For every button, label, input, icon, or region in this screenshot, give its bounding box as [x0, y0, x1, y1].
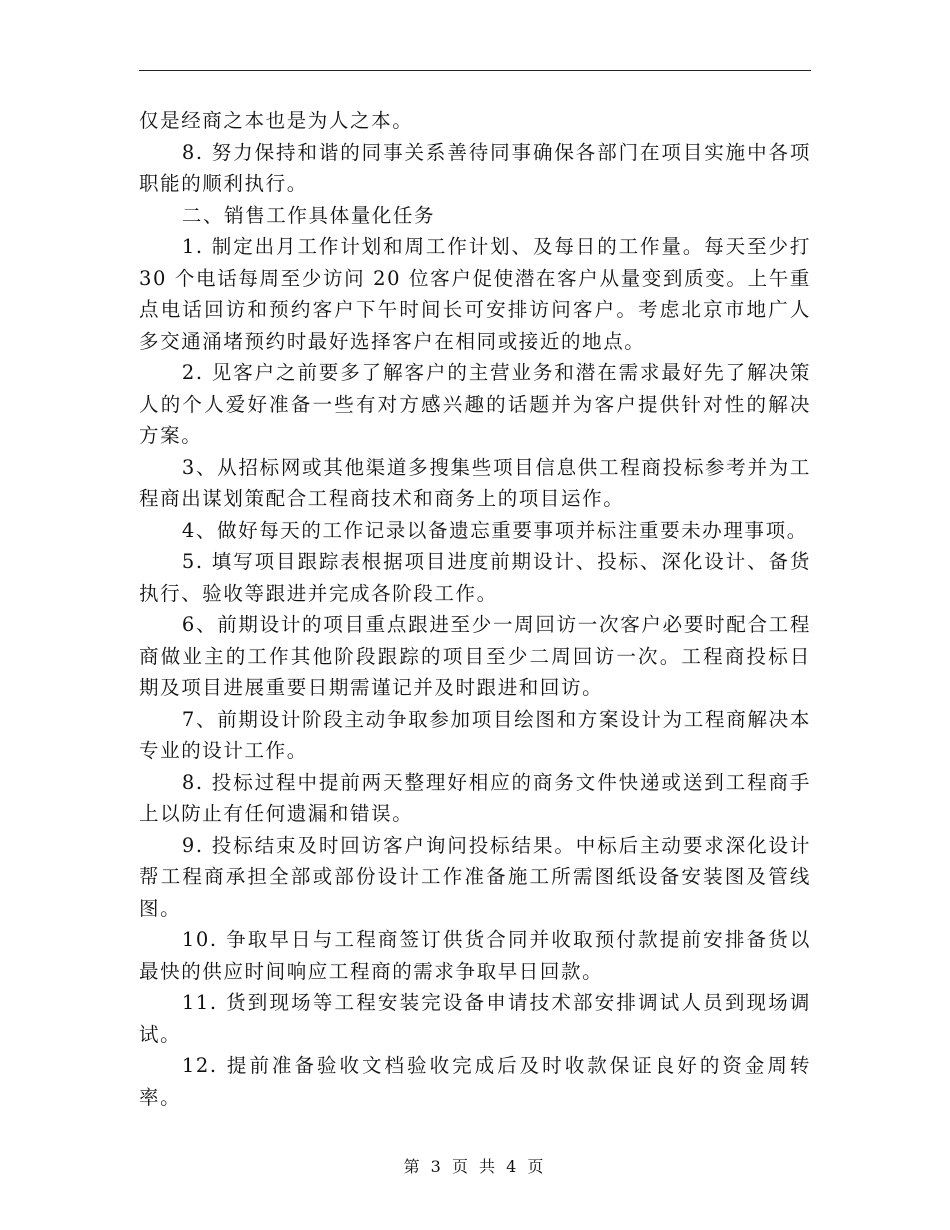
paragraph: 6、前期设计的项目重点跟进至少一周回访一次客户必要时配合工程商做业主的工作其他阶段跟踪的项目至少二周回访一次。工程商投标日期及项目进展重要日期需谨记并及时跟进和回访。 [139, 613, 811, 699]
section-heading: 二、销售工作具体量化任务 [181, 203, 436, 227]
paragraph: 10. 争取早日与工程商签订供货合同并收取预付款提前安排备货以最快的供应时间响应工程商的需求争取早日回款。 [139, 928, 811, 983]
page-number-footer: 第 3 页 共 4 页 [403, 1157, 547, 1176]
header-rule [139, 70, 811, 71]
document-body [139, 105, 811, 1113]
paragraph: 1. 制定出月工作计划和周工作计划、及每日的工作量。每天至少打 30 个电话每周至少访问 20 位客户促使潜在客户从量变到质变。上午重点电话回访和预约客户下午时间长可安排访问客户。考虑北京市地广人多交通涌堵预约时最好选择客户在相同或接近的地点。 [139, 235, 811, 353]
paragraph: 8. 努力保持和谐的同事关系善待同事确保各部门在项目实施中各项职能的顺利执行。 [139, 140, 811, 195]
paragraph: 4、做好每天的工作记录以备遗忘重要事项并标注重要未办理事项。 [181, 518, 808, 542]
paragraph: 3、从招标网或其他渠道多搜集些项目信息供工程商投标参考并为工程商出谋划策配合工程商技术和商务上的项目运作。 [139, 455, 811, 510]
paragraph: 7、前期设计阶段主动争取参加项目绘图和方案设计为工程商解决本专业的设计工作。 [139, 707, 811, 762]
paragraph: 仅是经商之本也是为人之本。 [139, 109, 414, 132]
paragraph: 2. 见客户之前要多了解客户的主营业务和潜在需求最好先了解决策人的个人爱好准备一些有对方感兴趣的话题并为客户提供针对性的解决方案。 [139, 361, 811, 447]
paragraph: 8. 投标过程中提前两天整理好相应的商务文件快递或送到工程商手上以防止有任何遗漏和错误。 [139, 770, 811, 825]
paragraph: 12. 提前准备验收文档验收完成后及时收款保证良好的资金周转率。 [139, 1054, 811, 1109]
paragraph: 5. 填写项目跟踪表根据项目进度前期设计、投标、深化设计、备货执行、验收等跟进并完成各阶段工作。 [139, 550, 811, 605]
paragraph: 9. 投标结束及时回访客户询问投标结果。中标后主动要求深化设计帮工程商承担全部或部份设计工作准备施工所需图纸设备安装图及管线图。 [139, 833, 811, 920]
paragraph: 11. 货到现场等工程安装完设备申请技术部安排调试人员到现场调试。 [139, 991, 811, 1046]
